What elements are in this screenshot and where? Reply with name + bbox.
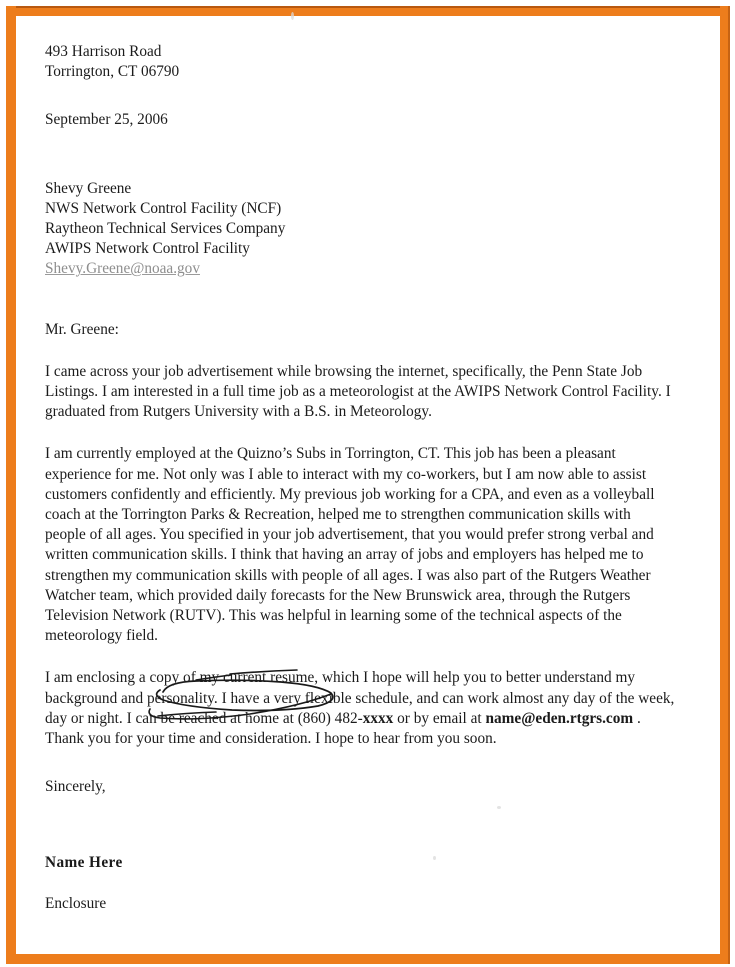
recipient-org-line-1: NWS Network Control Facility (NCF) <box>45 199 282 217</box>
paragraph-3-segment-2: or by email at <box>393 709 486 727</box>
body-paragraph-3 <box>45 668 675 749</box>
letter-content <box>45 42 675 914</box>
recipient-org-line-2: Raytheon Technical Services Company <box>45 220 286 238</box>
recipient-email-line <box>45 259 675 279</box>
sender-street: 493 Harrison Road <box>45 43 162 60</box>
scan-speck-middle <box>497 806 501 809</box>
body-paragraph-2: I am currently employed at the Quizno’s Subs in Torrington, CT. This job has been a pleasant experience for me. Not only was I able to interact with my co-workers, but I am now able to assist customers confidently and efficiently. My previous job working for a CPA, and even as a volleyball coach at the Torrington Parks & Recreation, helped me to strengthen communication skills with people of all ages. You specified in your job advertisement, that you would prefer strong verbal and written communication skills. I think that having an array of jobs and employers has helped me to strengthen my communication skills with people of all ages. I was also part of the Rutgers Weather Watcher team, which provided daily forecasts for the New Brunswick area, through the Rutgers Television Network (RUTV). This was helpful in learning some of the technical aspects of the meteorology field. <box>45 445 655 645</box>
sender-email-address: name@eden.rtgrs.com <box>485 709 634 727</box>
scan-speck-top <box>291 12 294 20</box>
signature-name: Name Here <box>45 854 123 872</box>
letter-salutation: Mr. Greene: <box>45 320 119 338</box>
recipient-name: Shevy Greene <box>45 179 132 197</box>
letter-closing: Sincerely, <box>45 778 106 796</box>
enclosure-note: Enclosure <box>45 894 107 912</box>
letter-paper <box>16 16 720 954</box>
recipient-address-block <box>45 179 675 280</box>
scan-frame-left-border <box>6 6 16 964</box>
scan-frame-right-border <box>720 6 730 964</box>
scan-frame-bottom-border <box>6 954 730 964</box>
body-paragraph-1: I came across your job advertisement while browsing the internet, specifically, the Penn State Job Listings. I am interested in a full time job as a meteorologist at the AWIPS Network Control Facility. I graduated from Rutgers University with a B.S. in Meteorology. <box>45 362 671 421</box>
paragraph-3-segment-3: . Thank you for your time and consideration. I hope to hear from you soon. <box>45 709 641 748</box>
scan-frame-top-border <box>6 6 730 16</box>
letter-date: September 25, 2006 <box>45 111 168 129</box>
sender-city-state-zip: Torrington, CT 06790 <box>45 63 180 81</box>
recipient-org-line-3: AWIPS Network Control Facility <box>45 240 250 258</box>
scan-speck-lower <box>433 856 436 860</box>
sender-address-block <box>45 42 675 82</box>
recipient-email-link[interactable]: Shevy.Greene@noaa.gov <box>45 260 200 278</box>
paragraph-3-segment-1: I am enclosing a copy of my current resume, which I hope will help you to better understand my background and personality. I have a very flexible schedule, and can work almost any day of the week, day or night. I can be reached at home at (860) 482- <box>45 669 675 727</box>
phone-masked-digits: xxxx <box>362 709 394 727</box>
